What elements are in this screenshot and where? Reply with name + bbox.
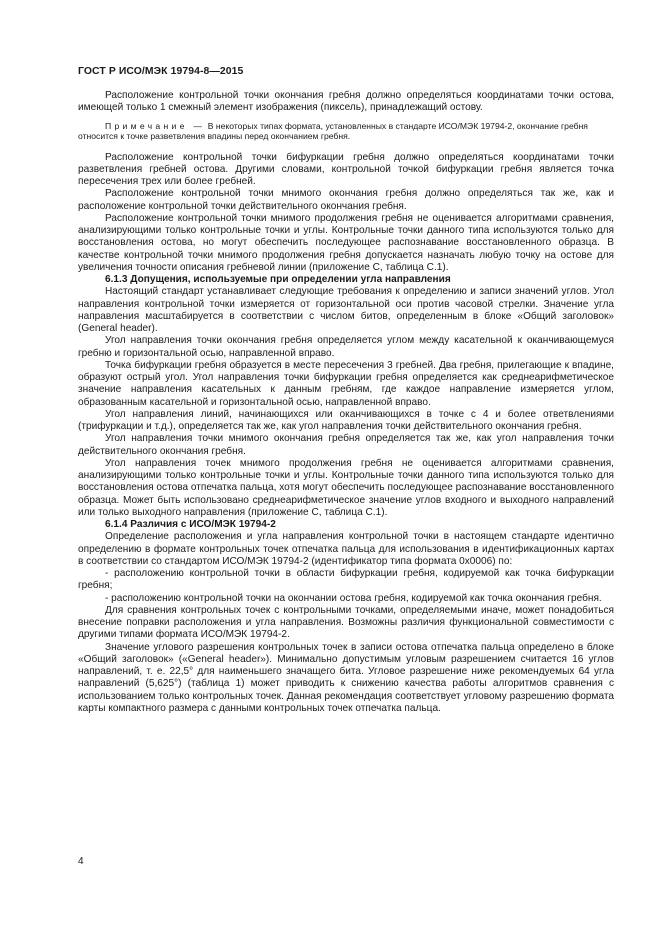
section-heading-6-1-3: 6.1.3 Допущения, используемые при определении угла направления — [105, 274, 451, 285]
paragraph: Расположение контрольной точки окончания гребня должно определяться координатами точки остова, имеющей только 1 смежный элемент изображения (пиксель), принадлежащий остову. — [78, 90, 614, 114]
paragraph: Расположение контрольной точки бифуркации гребня должно определяться координатами точки разветвления гребней остова. Другими словами, контрольной точкой бифуркации гребня является точка пересечения трех или более гребней. — [78, 151, 614, 187]
list-item: - расположению контрольной точки в области бифуркации гребня, кодируемой как точка бифуркации гребня; — [78, 568, 614, 592]
page-number: 4 — [78, 856, 84, 867]
paragraph: Угол направления точки мнимого окончания гребня определяется так же, как угол направления точки действительного окончания гребня. — [78, 433, 614, 457]
note-label: Примечание — — [105, 120, 206, 131]
paragraph: Определение расположения и угла направления контрольной точки в настоящем стандарте идентично определению в формате контрольных точек отпечатка пальца для использования в идентификационных картах в соответствии со стандартом ИСО/МЭК 19794-2 (идентификатор типа формата 0х0006) по: — [78, 531, 614, 567]
paragraph: Угол направления точек мнимого продолжения гребня не оценивается алгоритмами сравнения, анализирующими только контрольные точки и углы. Контрольные точки данного типа используются только для восстановления остова отпечатка пальца, хотя могут обеспечить последующее распознавание восстановленного образца. Может быть использовано среднеарифметическое значение углов входного и выходного направлений или только выходного направления (приложение С, таблица С.1). — [78, 457, 614, 518]
paragraph: Угол направления линий, начинающихся или оканчивающихся в точке с 4 и более ответвлениями (трифуркации и т.д.), определяется так же, как угол направления точки действительного окончания гребня. — [78, 408, 614, 432]
document-header: ГОСТ Р ИСО/МЭК 19794-8—2015 — [78, 66, 244, 77]
list-item: - расположению контрольной точки на окончании остова гребня, кодируемой как точка окончания гребня. — [105, 592, 602, 604]
paragraph: Для сравнения контрольных точек с контрольными точками, определяемыми иначе, может понадобиться внесение поправки расположения и угла направления. Возможны различия функциональной совместимости с другими типами формата ИСО/МЭК 19794-2. — [78, 604, 614, 641]
paragraph: Значение углового разрешения контрольных точек в записи остова отпечатка пальца определено в блоке «Общий заголовок» («General header»). Минимально допустимым угловым разрешением считается 16 углов направлений, т. е. 22,5° для наименьшего значащего бита. Угловое разрешение ниже рекомендуемых 64 угла направлений (5,625°) (таблица 1) может приводить к снижению качества работы алгоритмов сравнения с использованием только контрольных точек. Данная рекомендация соответствует угловому разрешению формата карты компактного размера с данными контрольных точек отпечатка пальца. — [78, 641, 614, 714]
note-text: В некоторых типах формата, установленных в стандарте ИСО/МЭК 19794-2, окончание гребня относится к точке разветвления впадины перед окончанием гребня. — [78, 120, 588, 141]
section-heading-6-1-4: 6.1.4 Различия с ИСО/МЭК 19794-2 — [105, 519, 276, 530]
paragraph: Расположение контрольной точки мнимого окончания гребня должно определяться так же, как и расположение контрольной точки действительного окончания гребня. — [78, 188, 614, 212]
paragraph: Точка бифуркации гребня образуется в месте пересечения 3 гребней. Два гребня, прилегающие к впадине, образуют острый угол. Угол направления точки бифуркации гребня определяется как среднеарифметическое значение направления касательных к данным гребням, где каждое направление измеряется углом, образованным касательной и горизонтальной осью, направленной вправо. — [78, 359, 614, 408]
paragraph: Угол направления точки окончания гребня определяется углом между касательной к оканчивающемуся гребню и горизонтальной осью, направленной вправо. — [78, 335, 614, 359]
paragraph: Настоящий стандарт устанавливает следующие требования к определению и записи значений углов. Угол направления контрольной точки измеряется от горизонтальной оси против часовой стрелки. Значение угла направления масштабируется в соответствии с числом битов, определенным в блоке «Общий заголовок» (General header). — [78, 286, 614, 334]
paragraph: Расположение контрольной точки мнимого продолжения гребня не оценивается алгоритмами сравнения, анализирующими только контрольные точки и углы. Контрольные точки данного типа используются только для восстановления остова, но могут обеспечить последующее распознавание восстановленного образца. В качестве контрольной точки мнимого продолжения гребня допускается назначать любую точку на остове для увеличения точности описания гребневой линии (приложение С, таблица С.1). — [78, 212, 614, 273]
document-body — [78, 90, 614, 715]
note — [78, 121, 614, 142]
